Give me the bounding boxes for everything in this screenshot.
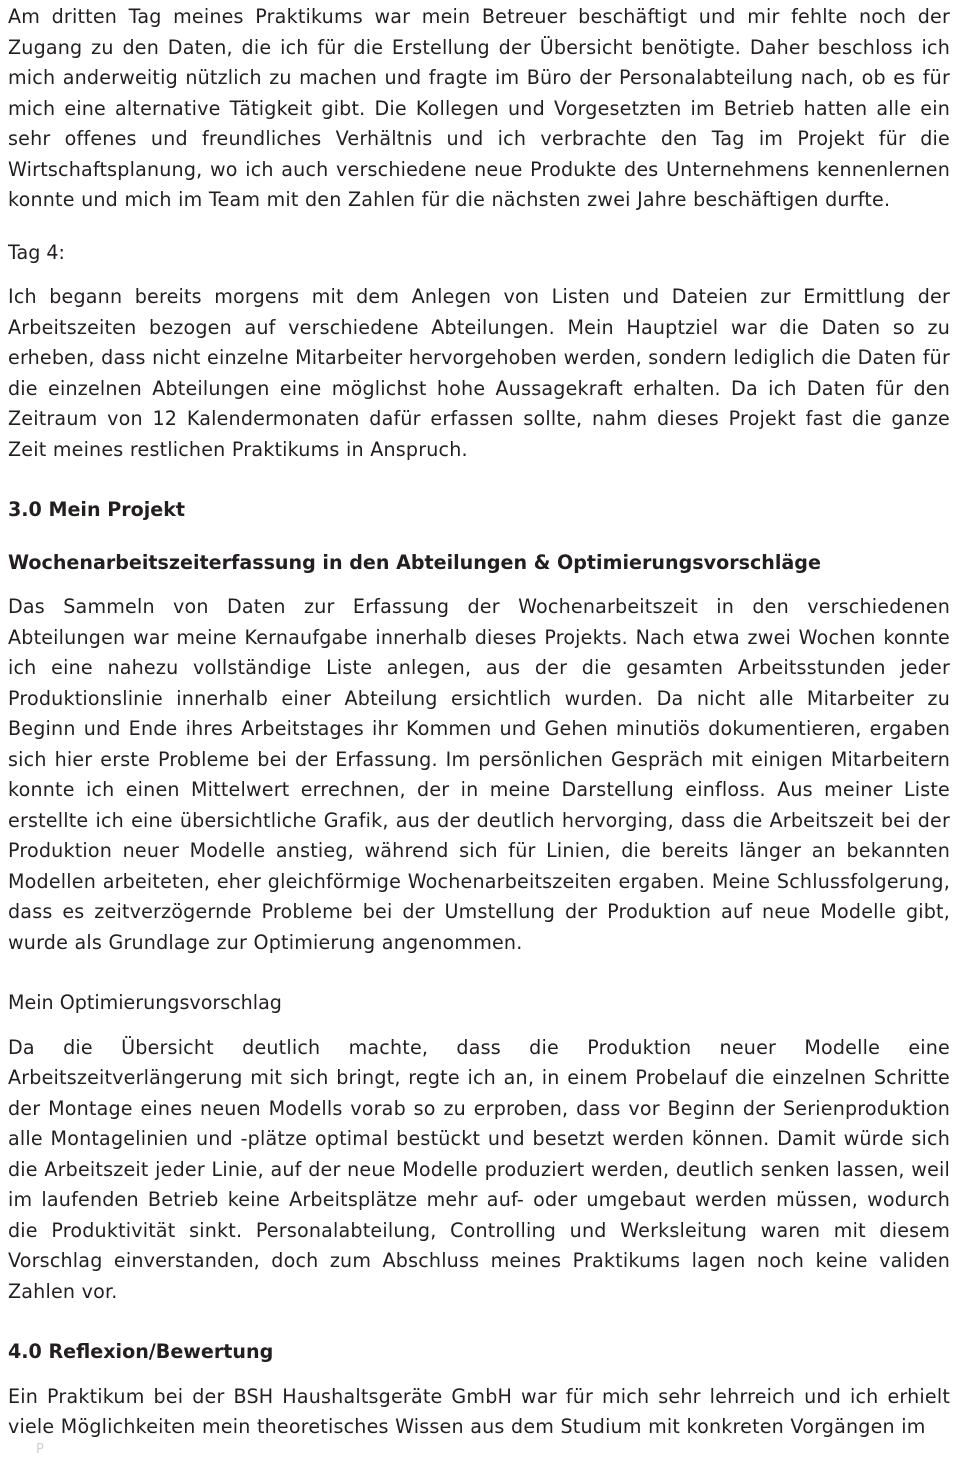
paragraph-projekt-body: Das Sammeln von Daten zur Erfassung der Wochenarbeitszeit in den verschiedenen Abteilungen war meine Kernaufgabe innerhalb dieses Projekts. Nach etwa zwei Wochen konnte ich eine nahezu vollständige Liste anlegen, aus der die gesamten Arbeitsstunden jeder Produktionslinie innerhalb einer Abteilung ersichtlich wurden. Da nicht alle Mitarbeiter zu Beginn und Ende ihres Arbeitstages ihr Kommen und Gehen minutiös dokumentieren, ergaben sich hier erste Probleme bei der Erfassung. Im persönlichen Gespräch mit einigen Mitarbeitern konnte ich einen Mittelwert errechnen, der in meine Darstellung einfloss. Aus meiner Liste erstellte ich eine übersichtliche Grafik, aus der deutlich hervorging, dass die Arbeitszeit bei der Produktion neuer Modelle anstieg, während sich für Linien, die bereits länger an bekannten Modellen arbeiteten, eher gleichförmige Wochenarbeitszeiten ergaben. Meine Schlussfolgerung, dass es zeitverzögernde Probleme bei der Umstellung der Produktion auf neue Modelle gibt, wurde als Grundlage zur Optimierung angenommen. [8, 595, 950, 954]
spacer [8, 216, 950, 238]
page-watermark: P [36, 1442, 45, 1457]
heading-3-0-mein-projekt: 3.0 Mein Projekt [8, 498, 186, 521]
heading-optimierungsvorschlag: Mein Optimierungsvorschlag [8, 991, 282, 1014]
document-body [8, 0, 950, 1443]
paragraph-reflexion-body: Ein Praktikum bei der BSH Haushaltsgeräte GmbH war für mich sehr lehrreich und ich erhielt viele Möglichkeiten mein theoretisches Wissen aus dem Studium mit konkreten Vorgängen im [8, 1384, 950, 1438]
spacer [8, 526, 950, 548]
spacer [8, 958, 950, 988]
spacer [8, 268, 950, 282]
spacer [8, 465, 950, 495]
spacer [8, 1307, 950, 1337]
heading-tag-4: Tag 4: [8, 240, 65, 264]
spacer [8, 1368, 950, 1382]
heading-wochenarbeitszeiterfassung: Wochenarbeitszeiterfassung in den Abteilungen & Optimierungsvorschläge [8, 550, 821, 574]
heading-4-0-reflexion: 4.0 Reflexion/Bewertung [8, 1340, 274, 1363]
paragraph-intro-tag3: Am dritten Tag meines Praktikums war mein Betreuer beschäftigt und mir fehlte noch der Zugang zu den Daten, die ich für die Erstellung der Übersicht benötigte. Daher beschloss ich mich anderweitig nützlich zu machen und fragte im Büro der Personalabteilung nach, ob es für mich eine alternative Tätigkeit gibt. Die Kollegen und Vorgesetzten im Betrieb hatten alle ein sehr offenes und freundliches Verhältnis und ich verbrachte den Tag im Projekt für die Wirtschaftsplanung, wo ich auch verschiedene neue Produkte des Unternehmens kennenlernen konnte und mich im Team mit den Zahlen für die nächsten zwei Jahre beschäftigen durfte. [8, 5, 950, 211]
spacer [8, 578, 950, 592]
paragraph-tag4-body: Ich begann bereits morgens mit dem Anlegen von Listen und Dateien zur Ermittlung der Arbeitszeiten bezogen auf verschiedene Abteilungen. Mein Hauptziel war die Daten so zu erheben, dass nicht einzelne Mitarbeiter hervorgehoben werden, sondern lediglich die Daten für die einzelnen Abteilungen eine möglichst hohe Aussagekraft erhalten. Da ich Daten für den Zeitraum von 12 Kalendermonaten dafür erfassen sollte, nahm dieses Projekt fast die ganze Zeit meines restlichen Praktikums in Anspruch. [8, 285, 950, 461]
paragraph-optimierung-body: Da die Übersicht deutlich machte, dass die Produktion neuer Modelle eine Arbeitszeitverlängerung mit sich bringt, regte ich an, in einem Probelauf die einzelnen Schritte der Montage eines neuen Modells vorab so zu erproben, dass vor Beginn der Serienproduktion alle Montagelinien und -plätze optimal bestückt und besetzt werden können. Damit würde sich die Arbeitszeit jeder Linie, auf der neue Modelle produziert werden, deutlich senken lassen, weil im laufenden Betrieb keine Arbeitsplätze mehr auf- oder umgebaut werden müssen, wodurch die Produktivität sinkt. Personalabteilung, Controlling und Werksleitung waren mit diesem Vorschlag einverstanden, doch zum Abschluss meines Praktikums lagen noch keine validen Zahlen vor. [8, 1035, 950, 1303]
spacer [8, 1019, 950, 1033]
